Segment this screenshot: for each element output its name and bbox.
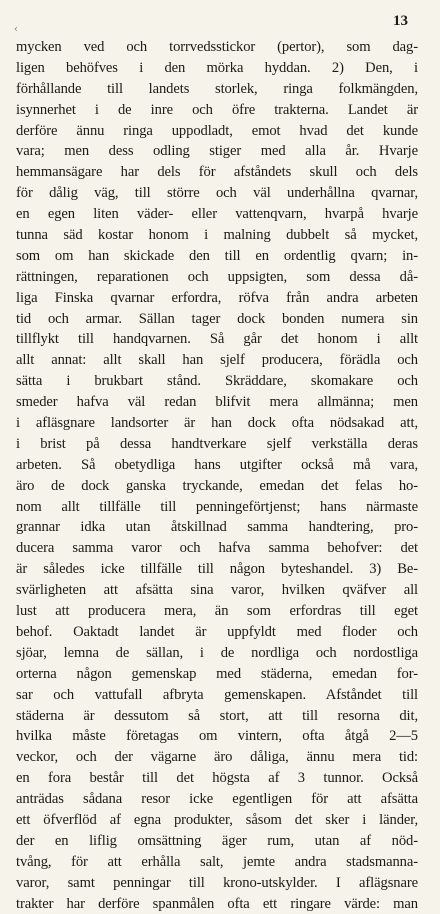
text-line: en fora består till det högsta af 3 tunnor. Också xyxy=(16,770,418,787)
text-line: sätta i brukbart stånd. Skräddare, skomakare och xyxy=(16,373,418,390)
text-line: hvilka måste företagas om vintern, ofta åtgå 2—5 xyxy=(16,728,418,745)
text-line: förhållande till landets storlek, ringa folkmängden, xyxy=(16,80,418,97)
text-line: isynnerhet i de inre och öfre trakterna. Landet är xyxy=(16,101,418,118)
text-line: i afläsgnare landsorter är han dock ofta nödsakad att, xyxy=(16,415,418,432)
text-line: lust att producera mera, än som erfordras till eget xyxy=(16,603,418,620)
corner-mark: ‹ xyxy=(14,24,18,35)
text-line: städerna är dessutom så stort, att till resorna dit, xyxy=(16,707,418,724)
text-line: varor, samt penningar till krono-utskylder. I aflägsnare xyxy=(16,874,418,891)
text-line: som om han skickade den till en ordentlig qvarn; in- xyxy=(16,247,418,264)
text-line: hemmansägare har dels för afståndets skull och dels xyxy=(16,164,418,181)
text-line: behof. Oaktadt landet är uppfyldt med floder och xyxy=(16,623,418,640)
text-line: trakter har derföre spanmålen ofta ett ringare värde: man xyxy=(16,895,418,912)
text-line: ett öfverflöd af egna produkter, såsom det sker i länder, xyxy=(16,811,418,828)
text-line: grannar idka utan åtskillnad samma handtering, pro- xyxy=(16,519,418,536)
text-line: tunna säd kostar honom i malning dubbelt så mycket, xyxy=(16,227,418,244)
text-line: mycken ved och torrvedsstickor (pertor), som dag- xyxy=(16,39,418,55)
text-line: ligen behöfves i den mörka hyddan. 2) Den, i xyxy=(16,59,418,76)
text-line: för dålig väg, till större och väl underhållna qvarnar, xyxy=(16,185,418,202)
text-line: tvång, för att erhålla salt, jemte andra stadsmanna- xyxy=(16,853,418,870)
text-line: i brist på dessa handtverkare sjelf verkställa deras xyxy=(16,435,418,452)
text-line: vara; men dess odling stiger med alla år. Hvarje xyxy=(16,143,418,160)
text-line: tillflykt till handqvarnen. Så går det honom i allt xyxy=(16,331,418,348)
text-line: ducera samma varor och hafva samma behofver: det xyxy=(16,540,418,557)
text-line: der en liflig omsättning äger rum, utan af nöd- xyxy=(16,832,418,849)
body-text xyxy=(16,37,418,914)
text-line: är således icke tillfälle till någon byteshandel. 3) Be- xyxy=(16,561,418,578)
text-line: sjöar, lemna de sällan, i de nordliga och nordostliga xyxy=(16,644,418,661)
text-line: anträdas sådana resor icke egentligen för att afsätta xyxy=(16,791,418,808)
text-line: allt annat: allt skall han sjelf producera, förädla och xyxy=(16,352,418,369)
text-line: smeder hafva väl redan blifvit mera allmänna; men xyxy=(16,394,418,411)
text-line: sar och vattufall afbryta gemenskapen. Afståndet till xyxy=(16,686,418,703)
text-line: nom allt tillfälle till penningeförtjenst; hans närmaste xyxy=(16,498,418,515)
text-line: derföre ännu ringa uppodladt, emot hvad det kunde xyxy=(16,122,418,139)
text-line: en egen liten väder- eller vattenqvarn, hvarpå hvarje xyxy=(16,206,418,223)
text-line: tid och armar. Sällan tager dock bonden numera sin xyxy=(16,310,418,327)
text-line: liga Finska qvarnar erfordra, röfva från andra arbeten xyxy=(16,289,418,306)
text-line: äro de dock ganska tryckande, emedan det felas ho- xyxy=(16,477,418,494)
text-line: rättningen, reparationen och uppsigten, som dessa då- xyxy=(16,268,418,285)
text-line: veckor, och der vägarne äro dåliga, ännu mera tid: xyxy=(16,749,418,766)
text-line: svärligheten att afsätta sina varor, hvilken qväfver all xyxy=(16,582,418,599)
page-number: 13 xyxy=(393,13,408,29)
text-line: arbeten. Så obetydliga hans utgifter också må vara, xyxy=(16,456,418,473)
text-line: orterna någon gemenskap med städerna, emedan for- xyxy=(16,665,418,682)
